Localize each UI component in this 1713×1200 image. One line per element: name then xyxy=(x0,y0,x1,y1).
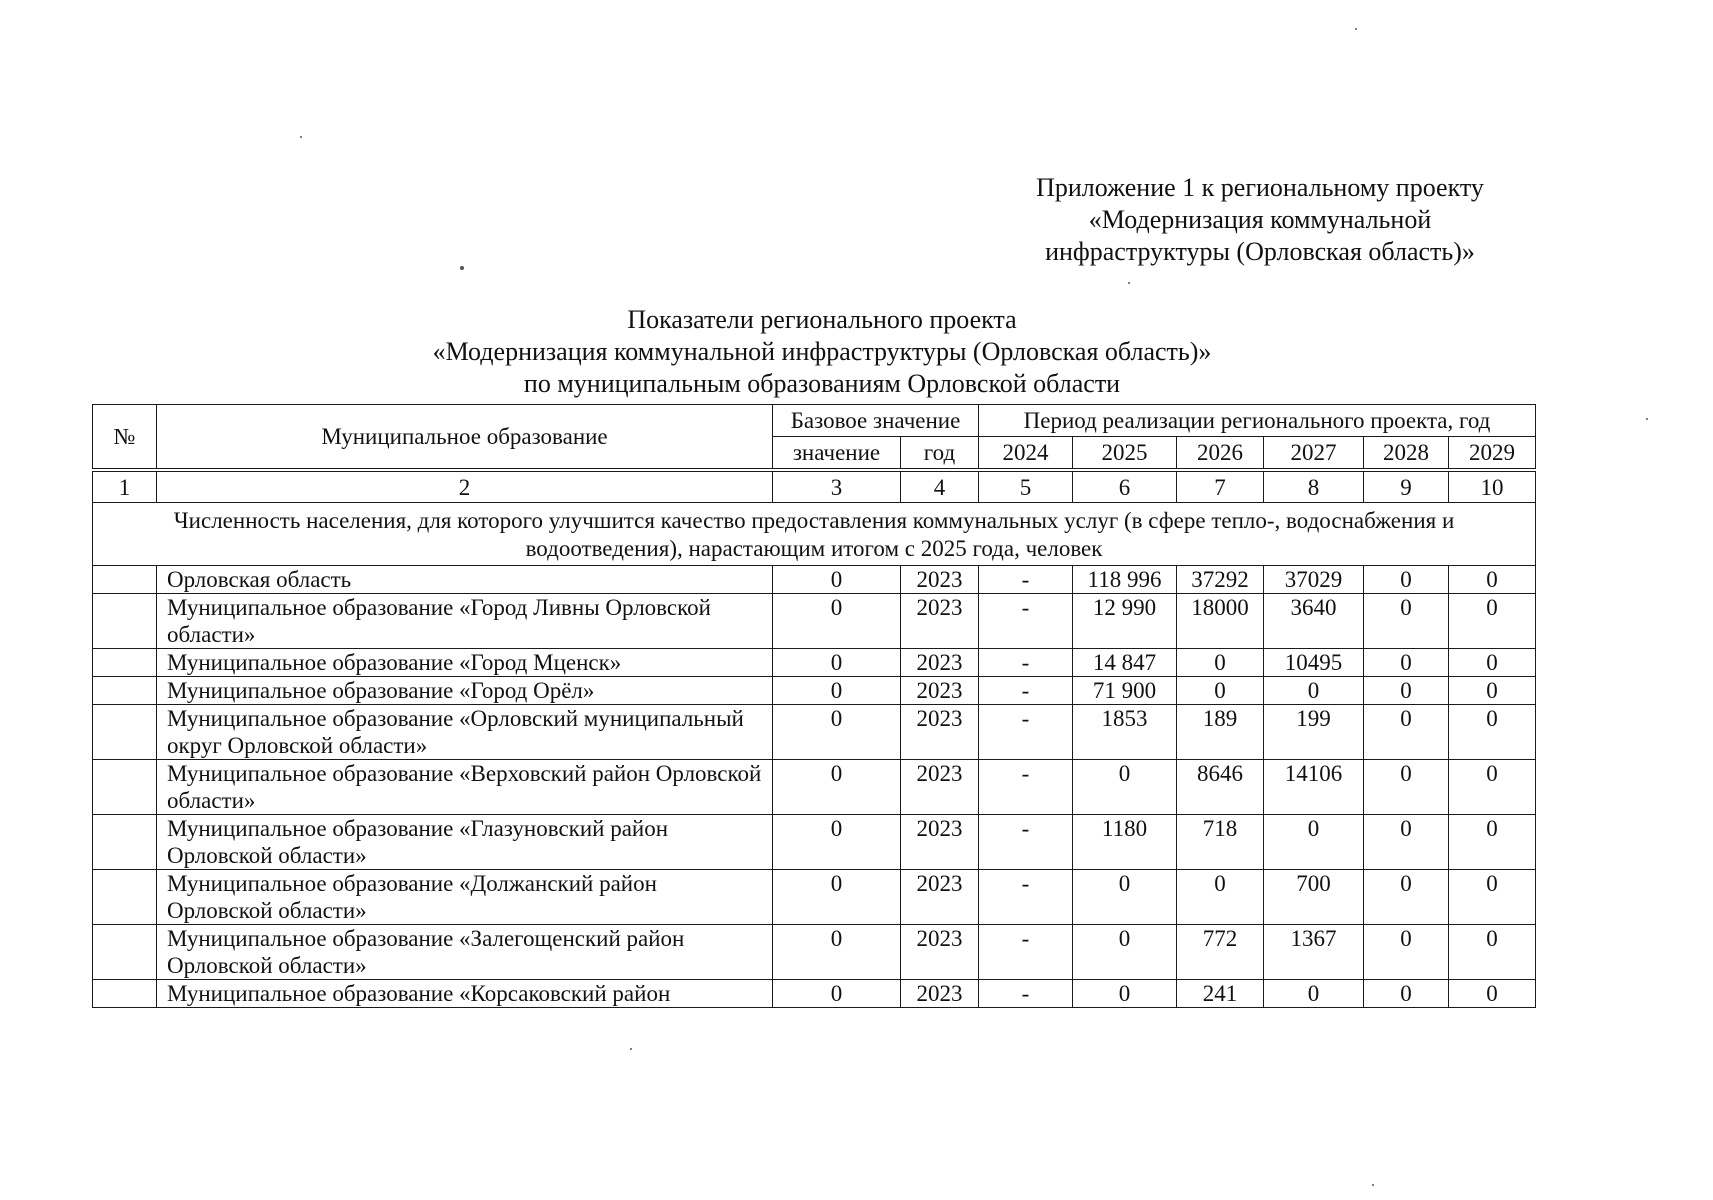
base-value: 0 xyxy=(773,705,901,760)
value-2027: 700 xyxy=(1264,870,1364,925)
column-number: 10 xyxy=(1449,472,1536,503)
value-2025: 118 996 xyxy=(1073,566,1177,594)
value-2025: 0 xyxy=(1073,870,1177,925)
base-value: 0 xyxy=(773,815,901,870)
municipality-name: Муниципальное образование «Должанский район Орловской области» xyxy=(157,870,773,925)
value-2027: 0 xyxy=(1264,815,1364,870)
row-num-cell xyxy=(93,649,157,677)
document-title xyxy=(92,304,1552,400)
municipality-name: Муниципальное образование «Город Мценск» xyxy=(157,649,773,677)
value-2024: - xyxy=(979,705,1073,760)
section-row xyxy=(93,503,1536,566)
column-number: 3 xyxy=(773,472,901,503)
value-2024: - xyxy=(979,566,1073,594)
value-2029: 0 xyxy=(1449,594,1536,649)
value-2024: - xyxy=(979,980,1073,1008)
value-2025: 12 990 xyxy=(1073,594,1177,649)
value-2026: 718 xyxy=(1177,815,1264,870)
base-year: 2023 xyxy=(901,980,979,1008)
row-num-cell xyxy=(93,566,157,594)
table-row xyxy=(93,925,1536,980)
value-2026: 0 xyxy=(1177,649,1264,677)
section-title: Численность населения, для которого улучшится качество предоставления коммунальных услуг (в сфере тепло-, водоснабжения и водоотведения), нарастающим итогом с 2025 года, человек xyxy=(93,503,1536,566)
scan-speck xyxy=(1372,1184,1374,1186)
value-2025: 0 xyxy=(1073,980,1177,1008)
value-2025: 0 xyxy=(1073,760,1177,815)
value-2029: 0 xyxy=(1449,760,1536,815)
value-2027: 14106 xyxy=(1264,760,1364,815)
header-base: Базовое значение xyxy=(773,405,979,437)
appendix-line: инфраструктуры (Орловская область)» xyxy=(1045,237,1475,266)
table-row xyxy=(93,870,1536,925)
base-value: 0 xyxy=(773,870,901,925)
base-value: 0 xyxy=(773,594,901,649)
base-year: 2023 xyxy=(901,594,979,649)
value-2025: 14 847 xyxy=(1073,649,1177,677)
value-2029: 0 xyxy=(1449,566,1536,594)
value-2026: 772 xyxy=(1177,925,1264,980)
table-row xyxy=(93,677,1536,705)
appendix-note xyxy=(1000,172,1520,268)
scan-speck xyxy=(1128,282,1130,284)
header-year-2024: 2024 xyxy=(979,437,1073,469)
appendix-line: Приложение 1 к региональному проекту xyxy=(1036,173,1484,202)
value-2027: 1367 xyxy=(1264,925,1364,980)
row-num-cell xyxy=(93,760,157,815)
value-2029: 0 xyxy=(1449,705,1536,760)
value-2028: 0 xyxy=(1364,980,1449,1008)
column-number: 4 xyxy=(901,472,979,503)
row-num-cell xyxy=(93,870,157,925)
value-2024: - xyxy=(979,594,1073,649)
column-number: 1 xyxy=(93,472,157,503)
value-2028: 0 xyxy=(1364,705,1449,760)
value-2026: 241 xyxy=(1177,980,1264,1008)
appendix-line: «Модернизация коммунальной xyxy=(1088,205,1432,234)
base-year: 2023 xyxy=(901,649,979,677)
table-row xyxy=(93,594,1536,649)
value-2024: - xyxy=(979,677,1073,705)
header-year-2029: 2029 xyxy=(1449,437,1536,469)
municipality-name: Муниципальное образование «Верховский район Орловской области» xyxy=(157,760,773,815)
value-2025: 1853 xyxy=(1073,705,1177,760)
column-number: 6 xyxy=(1073,472,1177,503)
value-2029: 0 xyxy=(1449,870,1536,925)
base-year: 2023 xyxy=(901,677,979,705)
base-value: 0 xyxy=(773,980,901,1008)
title-line: по муниципальным образованиям Орловской области xyxy=(523,369,1121,398)
value-2026: 0 xyxy=(1177,677,1264,705)
value-2027: 0 xyxy=(1264,677,1364,705)
indicators-table xyxy=(92,404,1536,1008)
value-2027: 10495 xyxy=(1264,649,1364,677)
value-2027: 37029 xyxy=(1264,566,1364,594)
scan-speck xyxy=(1355,28,1357,30)
value-2024: - xyxy=(979,870,1073,925)
header-value: значение xyxy=(773,437,901,469)
value-2028: 0 xyxy=(1364,649,1449,677)
header-municipality: Муниципальное образование xyxy=(157,405,773,469)
value-2027: 0 xyxy=(1264,980,1364,1008)
table-row xyxy=(93,815,1536,870)
title-line: Показатели регионального проекта xyxy=(627,305,1017,334)
table-row xyxy=(93,980,1536,1008)
column-number: 2 xyxy=(157,472,773,503)
base-year: 2023 xyxy=(901,705,979,760)
row-num-cell xyxy=(93,705,157,760)
value-2029: 0 xyxy=(1449,677,1536,705)
municipality-name: Муниципальное образование «Орловский муниципальный округ Орловской области» xyxy=(157,705,773,760)
value-2024: - xyxy=(979,925,1073,980)
base-year: 2023 xyxy=(901,815,979,870)
base-value: 0 xyxy=(773,649,901,677)
value-2026: 18000 xyxy=(1177,594,1264,649)
value-2027: 3640 xyxy=(1264,594,1364,649)
municipality-name: Муниципальное образование «Глазуновский район Орловской области» xyxy=(157,815,773,870)
header-year-2025: 2025 xyxy=(1073,437,1177,469)
table-row xyxy=(93,649,1536,677)
value-2028: 0 xyxy=(1364,677,1449,705)
column-number: 8 xyxy=(1264,472,1364,503)
column-number: 9 xyxy=(1364,472,1449,503)
base-value: 0 xyxy=(773,566,901,594)
value-2028: 0 xyxy=(1364,925,1449,980)
base-year: 2023 xyxy=(901,566,979,594)
municipality-name: Орловская область xyxy=(157,566,773,594)
table-row xyxy=(93,760,1536,815)
scan-speck xyxy=(300,136,302,138)
scan-speck xyxy=(1646,418,1648,420)
base-value: 0 xyxy=(773,677,901,705)
title-line: «Модернизация коммунальной инфраструктуры (Орловская область)» xyxy=(432,337,1212,366)
value-2029: 0 xyxy=(1449,649,1536,677)
value-2029: 0 xyxy=(1449,980,1536,1008)
header-period: Период реализации регионального проекта, год xyxy=(979,405,1536,437)
municipality-name: Муниципальное образование «Залегощенский район Орловской области» xyxy=(157,925,773,980)
value-2025: 1180 xyxy=(1073,815,1177,870)
value-2026: 0 xyxy=(1177,870,1264,925)
column-numbers-row xyxy=(93,472,1536,503)
row-num-cell xyxy=(93,677,157,705)
row-num-cell xyxy=(93,980,157,1008)
scan-speck xyxy=(630,1048,632,1050)
row-num-cell xyxy=(93,815,157,870)
value-2028: 0 xyxy=(1364,594,1449,649)
header-year: год xyxy=(901,437,979,469)
base-value: 0 xyxy=(773,925,901,980)
value-2028: 0 xyxy=(1364,566,1449,594)
value-2024: - xyxy=(979,760,1073,815)
row-num-cell xyxy=(93,594,157,649)
scan-speck xyxy=(460,266,464,270)
municipality-name: Муниципальное образование «Корсаковский район xyxy=(157,980,773,1008)
base-value: 0 xyxy=(773,760,901,815)
value-2026: 37292 xyxy=(1177,566,1264,594)
value-2025: 0 xyxy=(1073,925,1177,980)
value-2029: 0 xyxy=(1449,925,1536,980)
value-2024: - xyxy=(979,649,1073,677)
value-2027: 199 xyxy=(1264,705,1364,760)
header-year-2028: 2028 xyxy=(1364,437,1449,469)
header-year-2026: 2026 xyxy=(1177,437,1264,469)
header-row-1 xyxy=(93,405,1536,437)
value-2025: 71 900 xyxy=(1073,677,1177,705)
value-2028: 0 xyxy=(1364,815,1449,870)
value-2024: - xyxy=(979,815,1073,870)
base-year: 2023 xyxy=(901,870,979,925)
value-2026: 8646 xyxy=(1177,760,1264,815)
value-2028: 0 xyxy=(1364,760,1449,815)
header-num: № xyxy=(93,405,157,469)
value-2029: 0 xyxy=(1449,815,1536,870)
column-number: 7 xyxy=(1177,472,1264,503)
municipality-name: Муниципальное образование «Город Орёл» xyxy=(157,677,773,705)
value-2028: 0 xyxy=(1364,870,1449,925)
header-year-2027: 2027 xyxy=(1264,437,1364,469)
table-row xyxy=(93,566,1536,594)
column-number: 5 xyxy=(979,472,1073,503)
municipality-name: Муниципальное образование «Город Ливны Орловской области» xyxy=(157,594,773,649)
row-num-cell xyxy=(93,925,157,980)
base-year: 2023 xyxy=(901,760,979,815)
base-year: 2023 xyxy=(901,925,979,980)
table-row xyxy=(93,705,1536,760)
value-2026: 189 xyxy=(1177,705,1264,760)
